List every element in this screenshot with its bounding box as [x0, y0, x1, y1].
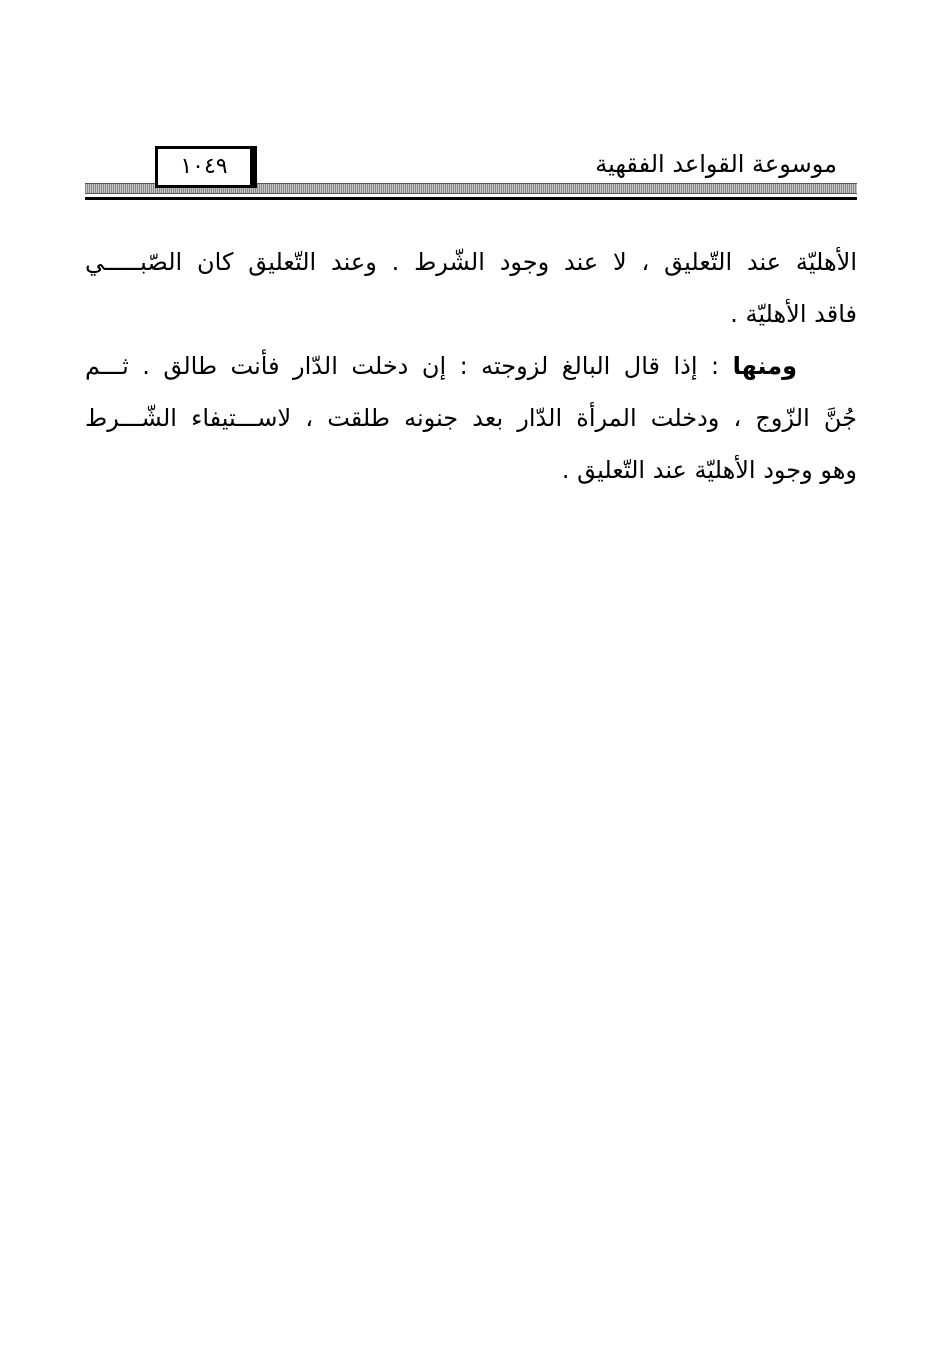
text-line-1: الأهليّة عند التّعليق ، لا عند وجود الشّرط . وعند التّعليق كان الصّبـــــي — [85, 248, 857, 276]
header-rule-divider — [85, 197, 857, 200]
text-line-2: فاقد الأهليّة . — [730, 300, 857, 328]
body-text — [85, 236, 857, 496]
text-line-4: جُنَّ الزّوج ، ودخلت المرأة الدّار بعد جنونه طلقت ، لاســـتيفاء الشّـــرط — [85, 404, 857, 432]
text-line-3 — [85, 340, 857, 392]
paragraph-lead-word: ومنها — [732, 352, 797, 380]
text-line-5: وهو وجود الأهليّة عند التّعليق . — [561, 456, 857, 484]
book-title: موسوعة القواعد الفقهية — [595, 150, 837, 178]
text-line-3-rest: : إذا قال البالغ لزوجته : إن دخلت الدّار فأنت طالق . ثـــم — [85, 352, 733, 380]
page-header — [85, 140, 857, 206]
page-number: ١٠٤٩ — [155, 146, 257, 188]
